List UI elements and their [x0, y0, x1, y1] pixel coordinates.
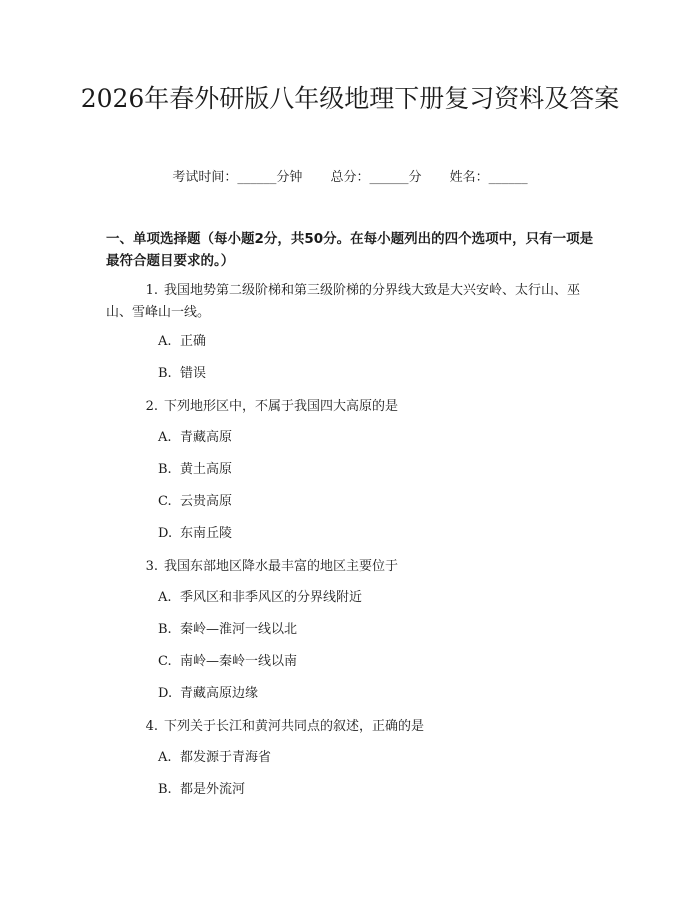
option-item [158, 460, 232, 480]
option-item [158, 748, 271, 768]
option-text: 云贵高原 [180, 494, 233, 509]
option-text: 黄土高原 [180, 462, 233, 477]
question-text: 下列关于长江和黄河共同点的叙述，正确的是 [164, 719, 425, 734]
option-letter: B. [158, 782, 172, 797]
option-letter: C. [158, 654, 172, 669]
option-item [158, 780, 245, 800]
question-item [106, 280, 598, 324]
section-heading: 一、单项选择题（每小题2分，共50分。在每小题列出的四个选项中，只有一项是最符合题目要求的。） [106, 231, 594, 269]
option-letter: A. [158, 750, 172, 765]
option-letter: B. [158, 622, 172, 637]
option-text: 青藏高原 [180, 430, 233, 445]
option-text: 错误 [180, 366, 207, 381]
option-item [158, 524, 232, 544]
option-item [158, 492, 232, 512]
option-text: 都发源于青海省 [180, 750, 272, 765]
question-item [106, 556, 598, 578]
option-text: 季风区和非季风区的分界线附近 [180, 590, 363, 605]
question-number: 4. [145, 719, 158, 734]
option-item [158, 684, 258, 704]
option-item [158, 620, 297, 640]
option-item [158, 652, 297, 672]
option-item [158, 428, 232, 448]
option-item [158, 332, 206, 352]
question-number: 1. [145, 283, 158, 298]
option-text: 南岭—秦岭一线以南 [180, 654, 298, 669]
document-title: 2026年春外研版八年级地理下册复习资料及答案 [80, 84, 620, 113]
option-text: 青藏高原边缘 [180, 686, 259, 701]
option-letter: B. [158, 462, 172, 477]
exam-info-line [0, 168, 700, 188]
question-text: 我国地势第二级阶梯和第三级阶梯的分界线大致是大兴安岭、太行山、巫山、雪峰山一线。 [106, 283, 581, 320]
total-score-field: 总分：______分 [330, 170, 422, 185]
option-letter: A. [158, 430, 172, 445]
question-item [106, 396, 598, 418]
option-letter: C. [158, 494, 172, 509]
question-number: 2. [145, 399, 158, 414]
question-text: 下列地形区中，不属于我国四大高原的是 [164, 399, 399, 414]
option-letter: B. [158, 366, 172, 381]
option-letter: D. [158, 526, 173, 541]
option-letter: D. [158, 686, 173, 701]
student-name-field: 姓名：______ [449, 170, 528, 185]
option-item [158, 364, 206, 384]
option-text: 都是外流河 [180, 782, 246, 797]
question-number: 3. [145, 559, 158, 574]
option-text: 正确 [180, 334, 207, 349]
question-text: 我国东部地区降水最丰富的地区主要位于 [164, 559, 399, 574]
exam-time-field: 考试时间：______分钟 [172, 170, 303, 185]
option-item [158, 588, 362, 608]
option-text: 秦岭—淮河一线以北 [180, 622, 298, 637]
option-text: 东南丘陵 [180, 526, 233, 541]
question-item [106, 716, 598, 738]
option-letter: A. [158, 334, 172, 349]
option-letter: A. [158, 590, 172, 605]
